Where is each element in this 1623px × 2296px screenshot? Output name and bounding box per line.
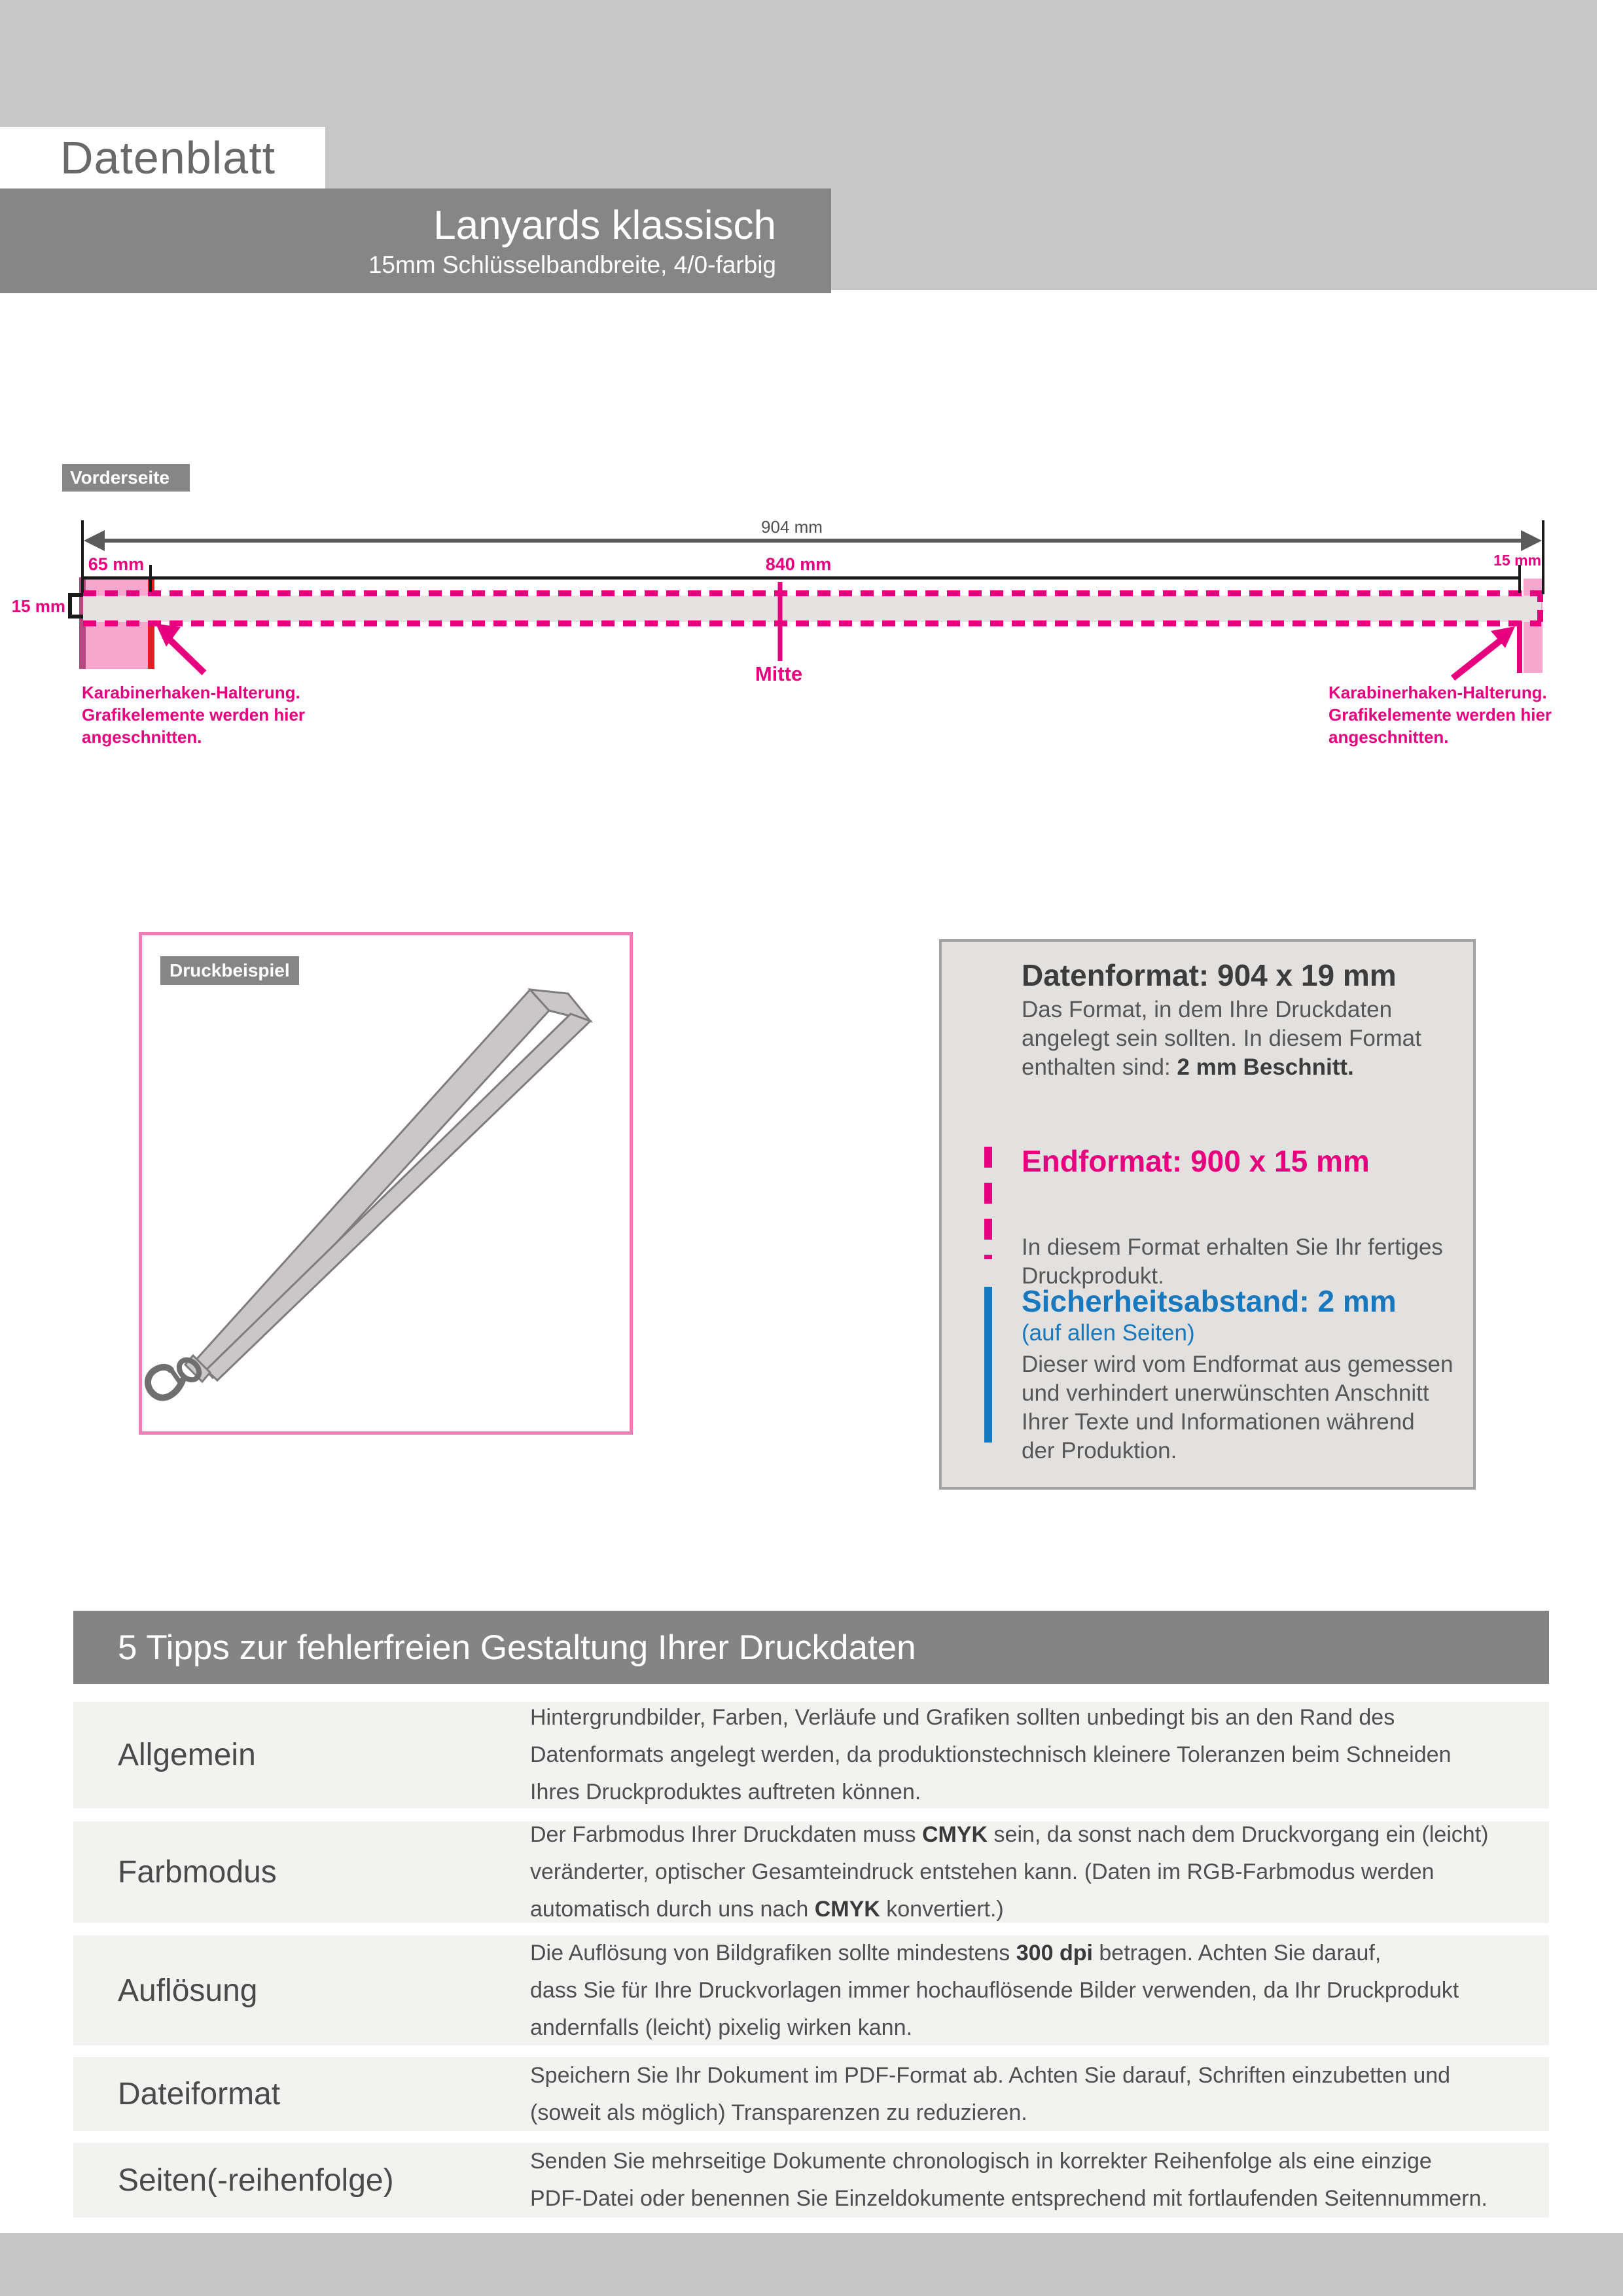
arrowhead-left-icon (84, 530, 105, 551)
dim-right-label: 15 mm (1493, 552, 1541, 569)
dim-mid-label: 840 mm (765, 554, 832, 574)
tip-row-dateiformat (73, 2057, 1549, 2131)
tip-text: Speichern Sie Ihr Dokument im PDF-Format ab. Achten Sie darauf, Schriften einzubetten und (soweit als möglich) Transparenzen zu reduzieren. (530, 2062, 1451, 2125)
dim-left-label: 65 mm (88, 554, 145, 574)
lanyard-strap-right (206, 1014, 590, 1380)
doc-type-label: Datenblatt (60, 132, 276, 183)
lanyard-illustration (142, 935, 630, 1431)
tip-text: Hintergrundbilder, Farben, Verläufe und Grafiken sollten unbedingt bis an den Rand des Datenformats angelegt werden, da produktionstechnisch kleinere Toleranzen beim Schneiden Ihres Druckproduktes auftreten können. (530, 1705, 1452, 1804)
tip-row-allgemein (73, 1702, 1549, 1808)
arrowhead-right-icon (1521, 530, 1542, 551)
product-subtitle: 15mm Schlüsselbandbreite, 4/0-farbig (368, 251, 776, 278)
center-label: Mitte (755, 662, 803, 685)
endformat-dash-marker (984, 1147, 992, 1259)
right-hook-note: Karabinerhaken-Halterung. Grafikelemente werden hier angeschnitten. (1329, 683, 1552, 747)
tips-title-bar: 5 Tipps zur fehlerfreien Gestaltung Ihrer Druckdaten (73, 1611, 1549, 1684)
product-title: Lanyards klassisch (433, 202, 776, 248)
doc-type-box (0, 127, 325, 188)
tip-text: Die Auflösung von Bildgrafiken sollte mindestens 300 dpi betragen. Achten Sie darauf, dass Sie für Ihre Druckvorlagen immer hochauflösende Bilder verwenden, da Ihr Druckprodukt andernfalls (leicht) pixelig wirken kann. (530, 1940, 1459, 2040)
front-side-label: Vorderseite (62, 464, 190, 492)
datenformat-heading: Datenformat: 904 x 19 mm (1022, 958, 1397, 992)
endformat-heading: Endformat: 900 x 15 mm (1022, 1144, 1370, 1178)
safety-heading: Sicherheitsabstand: 2 mm (1022, 1284, 1397, 1318)
endformat-text: In diesem Format erhalten Sie Ihr fertiges Druckprodukt. (1022, 1234, 1443, 1289)
product-header-bar (0, 188, 831, 293)
datenformat-text: Das Format, in dem Ihre Druckdaten angelegt sein sollten. In diesem Format enthalten sind: 2 mm Beschnitt. (1022, 997, 1421, 1080)
right-note-arrow (1453, 639, 1503, 678)
tip-label: Allgemein (118, 1738, 256, 1772)
print-example-box (139, 932, 633, 1435)
safety-subheading: (auf allen Seiten) (1022, 1320, 1195, 1346)
tip-label: Auflösung (118, 1973, 258, 2008)
tip-label: Seiten(-reihenfolge) (118, 2162, 394, 2198)
footer-band (0, 2233, 1623, 2296)
tip-row-seitenreihenfolge (73, 2143, 1549, 2217)
tip-row-farbmodus (73, 1821, 1549, 1923)
safety-line-marker (984, 1287, 992, 1443)
tip-label: Farbmodus (118, 1855, 277, 1890)
format-info-box (939, 939, 1476, 1490)
tip-text: Senden Sie mehrseitige Dokumente chronologisch in korrekter Reihenfolge als eine einzige PDF-Datei oder benennen Sie Einzeldokumente entsprechend mit fortlaufenden Seitennummern. (530, 2149, 1488, 2211)
left-hook-note: Karabinerhaken-Halterung. Grafikelemente werden hier angeschnitten. (82, 683, 306, 747)
height-bracket (70, 595, 83, 617)
tip-label: Dateiformat (118, 2077, 281, 2111)
left-note-arrow (168, 637, 204, 673)
dim-height-label: 15 mm (11, 596, 65, 616)
tip-text: Der Farbmodus Ihrer Druckdaten muss CMYK sein, da sonst nach dem Druckvorgang ein (leicht) veränderter, optischer Gesamteindruck entstehen kann. (Daten im RGB-Farbmodus werden automatisch durch uns nach CMYK konvertiert.) (530, 1822, 1489, 1922)
print-example-label: Druckbeispiel (160, 956, 299, 985)
tip-row-aufloesung (73, 1935, 1549, 2045)
safety-text: Dieser wird vom Endformat aus gemessen und verhindert unerwünschten Anschnitt Ihrer Texte und Informationen während der Produktion. (1022, 1352, 1454, 1463)
lanyard-strap-left (196, 990, 549, 1378)
dim-total-label: 904 mm (761, 517, 823, 537)
